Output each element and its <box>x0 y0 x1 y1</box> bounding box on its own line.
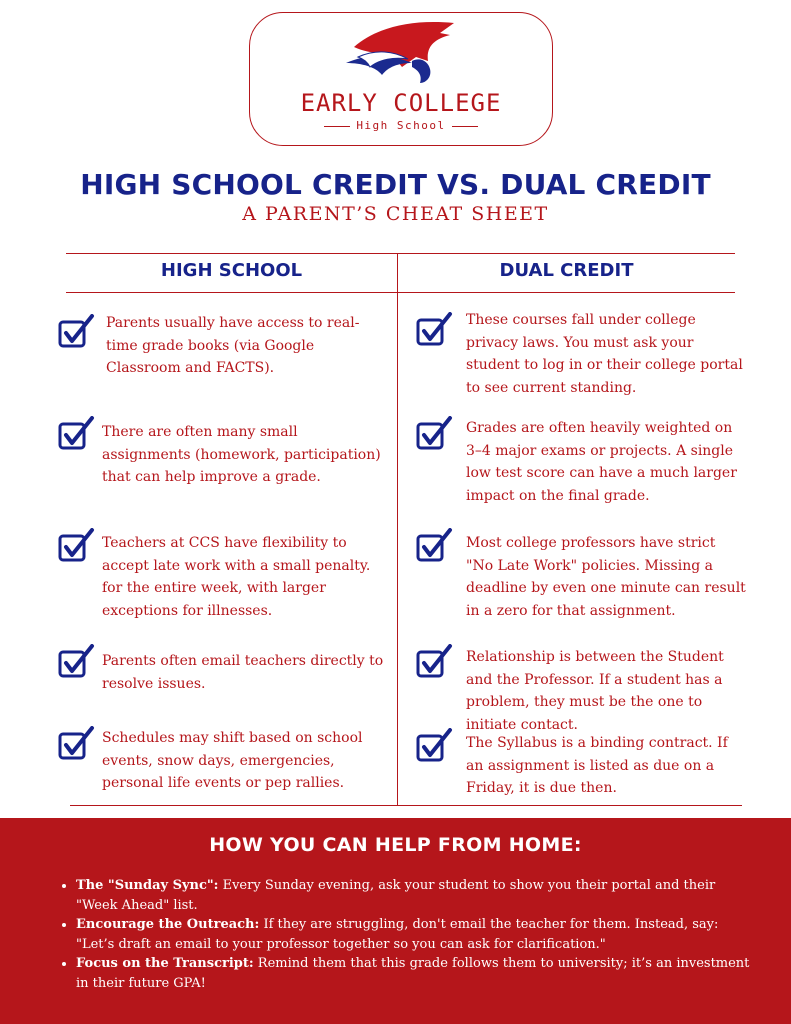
checkbox-check-icon <box>58 416 96 452</box>
help-from-home-title: HOW YOU CAN HELP FROM HOME: <box>209 834 582 856</box>
checkbox-check-icon <box>58 528 96 564</box>
table-bottom-rule <box>70 805 742 806</box>
page-subtitle: A PARENT’S CHEAT SHEET <box>242 203 549 225</box>
column-heading-high-school: HIGH SCHOOL <box>160 260 303 281</box>
tip-text: Remind them that this grade follows them to university; it’s an investment in their future GPA! <box>76 956 750 991</box>
high-school-item-text: Parents often email teachers directly to resolve issues. <box>102 653 384 692</box>
high-school-item-text: Parents usually have access to real-time grade books (via Google Classroom and FACTS). <box>106 315 360 376</box>
column-divider <box>397 253 398 806</box>
list-item <box>76 954 756 993</box>
checkbox-check-icon <box>416 528 454 564</box>
dual-credit-item-text: Most college professors have strict "No Late Work" policies. Missing a deadline by even one minute can result in a zero for that assignment. <box>466 535 746 619</box>
high-school-item-text: There are often many small assignments (homework, participation) that can help improve a grade. <box>102 424 381 485</box>
help-tips-list <box>56 876 756 993</box>
checkbox-check-icon <box>416 416 454 452</box>
dual-credit-item-text: The Syllabus is a binding contract. If an assignment is listed as due on a Friday, it is due then. <box>466 735 728 796</box>
logo-subtitle: High School <box>250 119 552 132</box>
high-school-item-text: Schedules may shift based on school events, snow days, emergencies, personal life events or pep rallies. <box>102 730 363 791</box>
tip-label: The "Sunday Sync": <box>76 878 219 893</box>
list-item <box>76 876 756 915</box>
dual-credit-item-text: These courses fall under college privacy laws. You must ask your student to log in or their college portal to see current standing. <box>466 312 743 396</box>
checkbox-check-icon <box>416 728 454 764</box>
checkbox-check-icon <box>58 314 96 350</box>
column-heading-dual-credit: DUAL CREDIT <box>499 260 634 281</box>
tip-label: Encourage the Outreach: <box>76 917 260 932</box>
checkbox-check-icon <box>416 312 454 348</box>
table-top-rule <box>66 253 735 254</box>
dual-credit-item-text: Grades are often heavily weighted on 3–4 major exams or projects. A single low test score can have a much larger impact on the final grade. <box>466 420 737 504</box>
page-title: HIGH SCHOOL CREDIT VS. DUAL CREDIT <box>80 168 711 201</box>
checkbox-check-icon <box>58 726 96 762</box>
crusader-helmet-icon <box>342 17 462 87</box>
list-item <box>76 915 756 954</box>
dual-credit-item-text: Relationship is between the Student and the Professor. If a student has a problem, they must be the one to initiate contact. <box>466 649 724 733</box>
logo-wordmark: EARLY COLLEGE <box>300 89 502 117</box>
high-school-item-text: Teachers at CCS have flexibility to accept late work with a small penalty. for the entire week, with larger exceptions for illnesses. <box>102 535 371 619</box>
checkbox-check-icon <box>416 644 454 680</box>
checkbox-check-icon <box>58 644 96 680</box>
tip-text: Every Sunday evening, ask your student to show you their portal and their "Week Ahead" list. <box>76 878 716 913</box>
table-header-rule <box>66 292 735 293</box>
school-logo <box>249 12 553 146</box>
tip-label: Focus on the Transcript: <box>76 956 254 971</box>
tip-text: If they are struggling, don't email the teacher for them. Instead, say: "Let’s draft an email to your professor together so you can ask for clarification." <box>76 917 719 952</box>
